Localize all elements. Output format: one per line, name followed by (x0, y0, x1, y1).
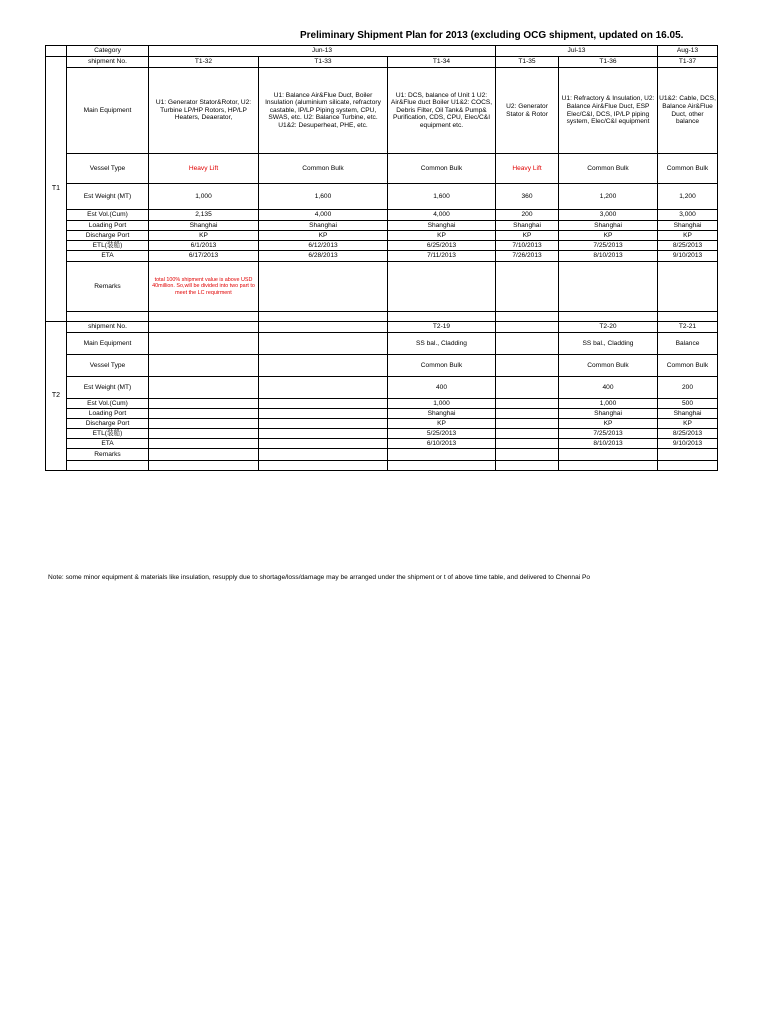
t1-vessel-type-cell: Common Bulk (388, 154, 496, 184)
t2-spacer-cell (388, 461, 496, 471)
t1-row-loading-port (46, 221, 718, 231)
t2-vessel-type-cell (496, 355, 559, 377)
t1-row-main-equipment (46, 68, 718, 154)
t1-remarks-cell: total 100% shipment value is above USD 40million. So,will be divided into two part to meet the LC requirment (149, 262, 259, 312)
t1-main-equipment-cell: U1: Balance Air&Flue Duct, Boiler Insulation (aluminium silicate, refractory castable, IP/LP Piping system, CPU, SWAS, etc. U2: Balance Turbine, etc. U1&2: Desuperheat, PHE, etc. (259, 68, 388, 154)
t2-main-equipment-cell (496, 333, 559, 355)
t2-shipment-no-cell (496, 322, 559, 333)
corner-cell (46, 46, 67, 57)
t1-remarks-cell (388, 262, 496, 312)
t2-etl-cell (149, 429, 259, 439)
t2-main-equipment-cell (259, 333, 388, 355)
t1-vessel-type-cell: Heavy Lift (149, 154, 259, 184)
t2-row-main-equipment (46, 333, 718, 355)
t2-spacer-row (46, 461, 718, 471)
t1-est-weight-cell: 1,200 (559, 184, 658, 210)
t1-row-eta (46, 251, 718, 262)
t1-etl-cell: 6/1/2013 (149, 241, 259, 251)
t2-etl-cell (496, 429, 559, 439)
t1-est-weight-cell: 1,000 (149, 184, 259, 210)
t1-loading-port-cell: Shanghai (658, 221, 718, 231)
t1-spacer-cell (149, 312, 259, 322)
t1-eta-cell: 6/17/2013 (149, 251, 259, 262)
t1-label-main-equipment: Main Equipment (67, 68, 149, 154)
t1-est-weight-cell: 1,200 (658, 184, 718, 210)
t2-main-equipment-cell: SS bal., Cladding (388, 333, 496, 355)
t1-discharge-port-cell: KP (559, 231, 658, 241)
t1-row-shipment-no (46, 57, 718, 68)
t2-loading-port-cell: Shanghai (559, 409, 658, 419)
t1-etl-cell: 6/25/2013 (388, 241, 496, 251)
t1-est-vol-cell: 200 (496, 210, 559, 221)
t1-group-label: T1 (46, 57, 67, 322)
t1-label-discharge-port: Discharge Port (67, 231, 149, 241)
t2-est-weight-cell (149, 377, 259, 399)
t2-eta-cell (496, 439, 559, 449)
t2-est-vol-cell (259, 399, 388, 409)
t2-vessel-type-cell: Common Bulk (388, 355, 496, 377)
t2-eta-cell: 9/10/2013 (658, 439, 718, 449)
header-row-months (46, 46, 718, 57)
t2-label-vessel-type: Vessel Type (67, 355, 149, 377)
t1-spacer-cell (496, 312, 559, 322)
t1-shipment-no-cell: T1-37 (658, 57, 718, 68)
t1-vessel-type-cell: Common Bulk (658, 154, 718, 184)
t2-est-weight-cell (259, 377, 388, 399)
t2-row-vessel-type (46, 355, 718, 377)
t2-row-loading-port (46, 409, 718, 419)
t1-spacer-cell (658, 312, 718, 322)
t1-eta-cell: 9/10/2013 (658, 251, 718, 262)
t2-vessel-type-cell (259, 355, 388, 377)
t1-remarks-cell (658, 262, 718, 312)
t2-loading-port-cell (259, 409, 388, 419)
t2-eta-cell: 8/10/2013 (559, 439, 658, 449)
t1-loading-port-cell: Shanghai (388, 221, 496, 231)
t1-remarks-cell (496, 262, 559, 312)
t1-vessel-type-cell: Common Bulk (559, 154, 658, 184)
t2-shipment-no-cell: T2-21 (658, 322, 718, 333)
t1-remarks-cell (259, 262, 388, 312)
t1-row-vessel-type (46, 154, 718, 184)
t1-vessel-type-cell: Common Bulk (259, 154, 388, 184)
t2-shipment-no-cell (149, 322, 259, 333)
t2-remarks-cell (259, 449, 388, 461)
t1-est-vol-cell: 2,135 (149, 210, 259, 221)
t1-est-vol-cell: 3,000 (559, 210, 658, 221)
t2-row-est-weight (46, 377, 718, 399)
t2-vessel-type-cell (149, 355, 259, 377)
month-header-jun: Jun-13 (149, 46, 496, 57)
t1-label-loading-port: Loading Port (67, 221, 149, 231)
t2-label-etl: ETL(装船) (67, 429, 149, 439)
t1-est-vol-cell: 3,000 (658, 210, 718, 221)
t2-group-label: T2 (46, 322, 67, 471)
t2-est-vol-cell: 1,000 (388, 399, 496, 409)
t2-est-vol-cell (149, 399, 259, 409)
t1-shipment-no-cell: T1-32 (149, 57, 259, 68)
t1-eta-cell: 7/11/2013 (388, 251, 496, 262)
t1-row-remarks (46, 262, 718, 312)
t2-spacer-cell (559, 461, 658, 471)
t2-label-remarks: Remarks (67, 449, 149, 461)
t2-label-est-weight: Est Weight (MT) (67, 377, 149, 399)
t1-row-discharge-port (46, 231, 718, 241)
t2-remarks-cell (388, 449, 496, 461)
t1-est-vol-cell: 4,000 (388, 210, 496, 221)
t2-loading-port-cell: Shanghai (388, 409, 496, 419)
shipment-plan-table (45, 45, 718, 471)
t2-eta-cell: 6/10/2013 (388, 439, 496, 449)
t2-etl-cell: 8/25/2013 (658, 429, 718, 439)
t1-discharge-port-cell: KP (149, 231, 259, 241)
t1-spacer-cell (67, 312, 149, 322)
t1-spacer-cell (259, 312, 388, 322)
t2-shipment-no-cell (259, 322, 388, 333)
t1-label-remarks: Remarks (67, 262, 149, 312)
t2-est-vol-cell: 500 (658, 399, 718, 409)
t2-spacer-cell (259, 461, 388, 471)
t1-spacer-cell (388, 312, 496, 322)
t1-eta-cell: 6/28/2013 (259, 251, 388, 262)
t1-loading-port-cell: Shanghai (559, 221, 658, 231)
t1-row-etl (46, 241, 718, 251)
t1-discharge-port-cell: KP (496, 231, 559, 241)
t2-est-weight-cell: 400 (559, 377, 658, 399)
t2-etl-cell: 7/25/2013 (559, 429, 658, 439)
t2-discharge-port-cell: KP (658, 419, 718, 429)
t1-label-shipment-no: shipment No. (67, 57, 149, 68)
t1-shipment-no-cell: T1-35 (496, 57, 559, 68)
t1-main-equipment-cell: U1: Refractory & Insulation, U2: Balance Air&Flue Duct, ESP Elec/C&I, DCS, IP/LP piping system, Elec/C&I equipment (559, 68, 658, 154)
t2-vessel-type-cell: Common Bulk (559, 355, 658, 377)
t1-spacer-cell (559, 312, 658, 322)
t2-label-main-equipment: Main Equipment (67, 333, 149, 355)
t2-discharge-port-cell (496, 419, 559, 429)
t2-main-equipment-cell (149, 333, 259, 355)
month-header-jul: Jul-13 (496, 46, 658, 57)
t1-label-etl: ETL(装船) (67, 241, 149, 251)
t2-spacer-cell (67, 461, 149, 471)
t2-est-vol-cell: 1,000 (559, 399, 658, 409)
t1-main-equipment-cell: U1&2: Cable, DCS, Balance Air&Flue Duct, other balance (658, 68, 718, 154)
t1-row-est-weight (46, 184, 718, 210)
t1-shipment-no-cell: T1-33 (259, 57, 388, 68)
category-header: Category (67, 46, 149, 57)
t2-eta-cell (259, 439, 388, 449)
t1-etl-cell: 6/12/2013 (259, 241, 388, 251)
t1-main-equipment-cell: U1: Generator Stator&Rotor, U2: Turbine LP/HP Rotors, HP/LP Heaters, Deaerator, (149, 68, 259, 154)
t1-label-vessel-type: Vessel Type (67, 154, 149, 184)
t2-etl-cell: 5/25/2013 (388, 429, 496, 439)
t2-discharge-port-cell (149, 419, 259, 429)
t2-discharge-port-cell: KP (388, 419, 496, 429)
t2-loading-port-cell (149, 409, 259, 419)
t2-est-weight-cell: 400 (388, 377, 496, 399)
t2-row-remarks (46, 449, 718, 461)
t2-discharge-port-cell: KP (559, 419, 658, 429)
t2-row-etl (46, 429, 718, 439)
t1-loading-port-cell: Shanghai (496, 221, 559, 231)
t1-label-est-vol: Est Vol.(Cum) (67, 210, 149, 221)
t1-label-eta: ETA (67, 251, 149, 262)
t1-est-weight-cell: 1,600 (259, 184, 388, 210)
t1-vessel-type-cell: Heavy Lift (496, 154, 559, 184)
t1-remarks-cell (559, 262, 658, 312)
t2-row-eta (46, 439, 718, 449)
t2-label-est-vol: Est Vol.(Cum) (67, 399, 149, 409)
t1-discharge-port-cell: KP (259, 231, 388, 241)
t2-spacer-cell (149, 461, 259, 471)
t2-remarks-cell (149, 449, 259, 461)
t2-est-vol-cell (496, 399, 559, 409)
t2-row-est-vol (46, 399, 718, 409)
t1-eta-cell: 7/26/2013 (496, 251, 559, 262)
t2-shipment-no-cell: T2-19 (388, 322, 496, 333)
t2-remarks-cell (496, 449, 559, 461)
t2-label-eta: ETA (67, 439, 149, 449)
footnote: Note: some minor equipment & materials like insulation, resupply due to shortage/loss/damage may be arranged under the shipment or t of above time table, and delivered to Chennai Po (48, 574, 591, 581)
t2-main-equipment-cell: SS bal., Cladding (559, 333, 658, 355)
t1-main-equipment-cell: U2: Generator Stator & Rotor (496, 68, 559, 154)
t2-row-discharge-port (46, 419, 718, 429)
t1-etl-cell: 7/10/2013 (496, 241, 559, 251)
t1-etl-cell: 8/25/2013 (658, 241, 718, 251)
t2-loading-port-cell (496, 409, 559, 419)
t1-etl-cell: 7/25/2013 (559, 241, 658, 251)
t2-loading-port-cell: Shanghai (658, 409, 718, 419)
t2-label-shipment-no: shipment No. (67, 322, 149, 333)
month-header-aug: Aug-13 (658, 46, 718, 57)
t2-eta-cell (149, 439, 259, 449)
t2-etl-cell (259, 429, 388, 439)
t2-discharge-port-cell (259, 419, 388, 429)
t1-est-weight-cell: 360 (496, 184, 559, 210)
t1-eta-cell: 8/10/2013 (559, 251, 658, 262)
t1-shipment-no-cell: T1-36 (559, 57, 658, 68)
t1-discharge-port-cell: KP (658, 231, 718, 241)
t1-est-vol-cell: 4,000 (259, 210, 388, 221)
t2-remarks-cell (559, 449, 658, 461)
t1-shipment-no-cell: T1-34 (388, 57, 496, 68)
t2-label-discharge-port: Discharge Port (67, 419, 149, 429)
t1-loading-port-cell: Shanghai (149, 221, 259, 231)
t1-loading-port-cell: Shanghai (259, 221, 388, 231)
document-title: Preliminary Shipment Plan for 2013 (excluding OCG shipment, updated on 16.05. (300, 30, 684, 41)
t2-row-shipment-no (46, 322, 718, 333)
t2-spacer-cell (658, 461, 718, 471)
t2-remarks-cell (658, 449, 718, 461)
t1-discharge-port-cell: KP (388, 231, 496, 241)
t1-label-est-weight: Est Weight (MT) (67, 184, 149, 210)
t2-main-equipment-cell: Balance (658, 333, 718, 355)
t2-est-weight-cell (496, 377, 559, 399)
t1-spacer-row (46, 312, 718, 322)
t1-est-weight-cell: 1,600 (388, 184, 496, 210)
t2-label-loading-port: Loading Port (67, 409, 149, 419)
t2-shipment-no-cell: T2-20 (559, 322, 658, 333)
t1-row-est-vol (46, 210, 718, 221)
t2-spacer-cell (496, 461, 559, 471)
t2-vessel-type-cell: Common Bulk (658, 355, 718, 377)
t1-main-equipment-cell: U1: DCS, balance of Unit 1 U2: Air&Flue duct Boiler U1&2: COCS, Debris Filter, Oil Tank& Pump& Purification, CDS, CPU, Elec/C&I equipment etc. (388, 68, 496, 154)
t2-est-weight-cell: 200 (658, 377, 718, 399)
